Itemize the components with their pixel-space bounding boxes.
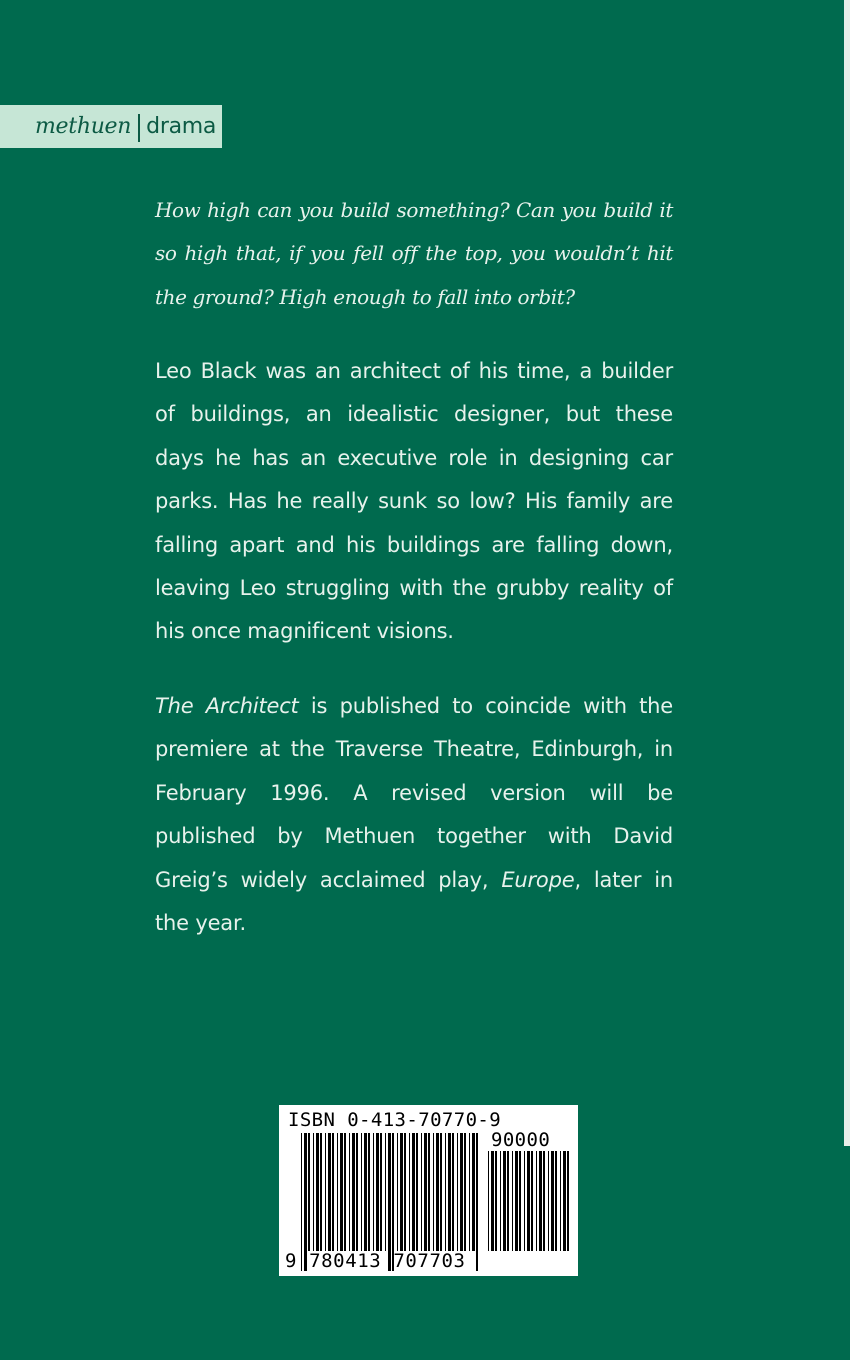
barcode-bar	[527, 1151, 530, 1251]
barcode-bar	[409, 1133, 410, 1251]
barcode-bar	[376, 1133, 379, 1251]
barcode-bar	[320, 1133, 322, 1251]
isbn-barcode	[279, 1105, 578, 1276]
barcode-bar	[313, 1133, 314, 1251]
publication-note-ending: , later in the year.	[155, 867, 673, 936]
price-addon-number: 90000	[491, 1129, 551, 1151]
publication-note-text: is published to coincide with the premiere at the Traverse Theatre, Edinburgh, in February 1996. A revised version will be published by Methuen together with David Greig’s widely acclaimed play,	[155, 694, 673, 892]
barcode-bar	[448, 1133, 451, 1251]
barcode-bar	[515, 1151, 518, 1251]
barcode-bar	[452, 1133, 454, 1251]
barcode-bar	[424, 1133, 427, 1251]
barcode-bar	[567, 1151, 569, 1251]
page-edge	[844, 0, 850, 1146]
barcode-bar	[519, 1151, 521, 1251]
barcode-bar	[472, 1133, 475, 1251]
barcode-bar	[491, 1151, 494, 1251]
barcode-bar	[380, 1133, 382, 1251]
barcode-bar	[464, 1133, 466, 1251]
barcode-bar	[328, 1133, 331, 1251]
barcode-bar	[397, 1133, 398, 1251]
barcode-bar	[500, 1151, 501, 1251]
barcode-bar	[332, 1133, 334, 1251]
barcode-bar	[476, 1133, 478, 1271]
barcode-bar	[385, 1133, 386, 1251]
barcode-bar	[543, 1151, 545, 1251]
barcode-bar	[373, 1133, 374, 1251]
publication-note-paragraph	[155, 685, 673, 945]
barcode-bar	[539, 1151, 542, 1251]
isbn-number: ISBN 0-413-70770-9	[288, 1109, 502, 1131]
barcode-bar	[349, 1133, 350, 1251]
ean-number: 9 780413 707703	[285, 1250, 466, 1272]
barcode-bar	[503, 1151, 506, 1251]
barcode-bar	[316, 1133, 319, 1251]
barcode-bar	[488, 1151, 489, 1251]
play-title: The Architect	[155, 694, 299, 718]
publisher-name-methuen: methuen	[35, 114, 132, 139]
barcode-bar	[555, 1151, 557, 1251]
barcode-bar	[507, 1151, 509, 1251]
page-edge-lower	[844, 1146, 850, 1360]
barcode-bar	[536, 1151, 537, 1251]
publisher-name-drama: drama	[146, 114, 217, 139]
barcode-bar	[563, 1151, 566, 1251]
barcode-bar	[495, 1151, 497, 1251]
barcode-bar	[344, 1133, 346, 1251]
barcode-bar	[308, 1133, 310, 1251]
barcode-bar	[436, 1133, 439, 1251]
barcode-bar	[531, 1151, 533, 1251]
barcode-bar	[368, 1133, 370, 1251]
barcode-bar	[325, 1133, 326, 1251]
barcode-bar	[433, 1133, 434, 1251]
publisher-divider	[138, 114, 140, 142]
barcode-bar	[548, 1151, 549, 1251]
barcode-bar	[400, 1133, 403, 1251]
barcode-bar	[421, 1133, 422, 1251]
barcode-bar	[457, 1133, 458, 1251]
tagline-paragraph: How high can you build something? Can you build it so high that, if you fell off the top, you wouldn’t hit the ground? High enough to fall into orbit?	[155, 198, 673, 309]
companion-play-title: Europe	[501, 867, 575, 892]
barcode-bar	[460, 1133, 463, 1251]
barcode-bar	[364, 1133, 367, 1251]
barcode-bar	[337, 1133, 338, 1251]
barcode-bar	[440, 1133, 442, 1251]
barcode-bar	[512, 1151, 513, 1251]
barcode-bar	[524, 1151, 525, 1251]
barcode-bar	[428, 1133, 430, 1251]
barcode-bar	[352, 1133, 355, 1251]
barcode-bar	[356, 1133, 358, 1251]
barcode-bar	[416, 1133, 418, 1251]
barcode-bar	[469, 1133, 470, 1251]
barcode-bar	[560, 1151, 561, 1251]
barcode-bar	[340, 1133, 343, 1251]
barcode-bar	[412, 1133, 415, 1251]
barcode-bar	[404, 1133, 406, 1251]
barcode-bar	[551, 1151, 554, 1251]
barcode-bar	[445, 1133, 446, 1251]
synopsis-paragraph: Leo Black was an architect of his time, a builder of buildings, an idealistic designer, but these days he has an executive role in designing car parks. Has he really sunk so low? His family are falling apart and his buildings are falling down, leaving Leo struggling with the grubby reality of his once magnificent visions.	[155, 359, 673, 644]
barcode-bar	[361, 1133, 362, 1251]
publisher-logo	[0, 105, 222, 148]
